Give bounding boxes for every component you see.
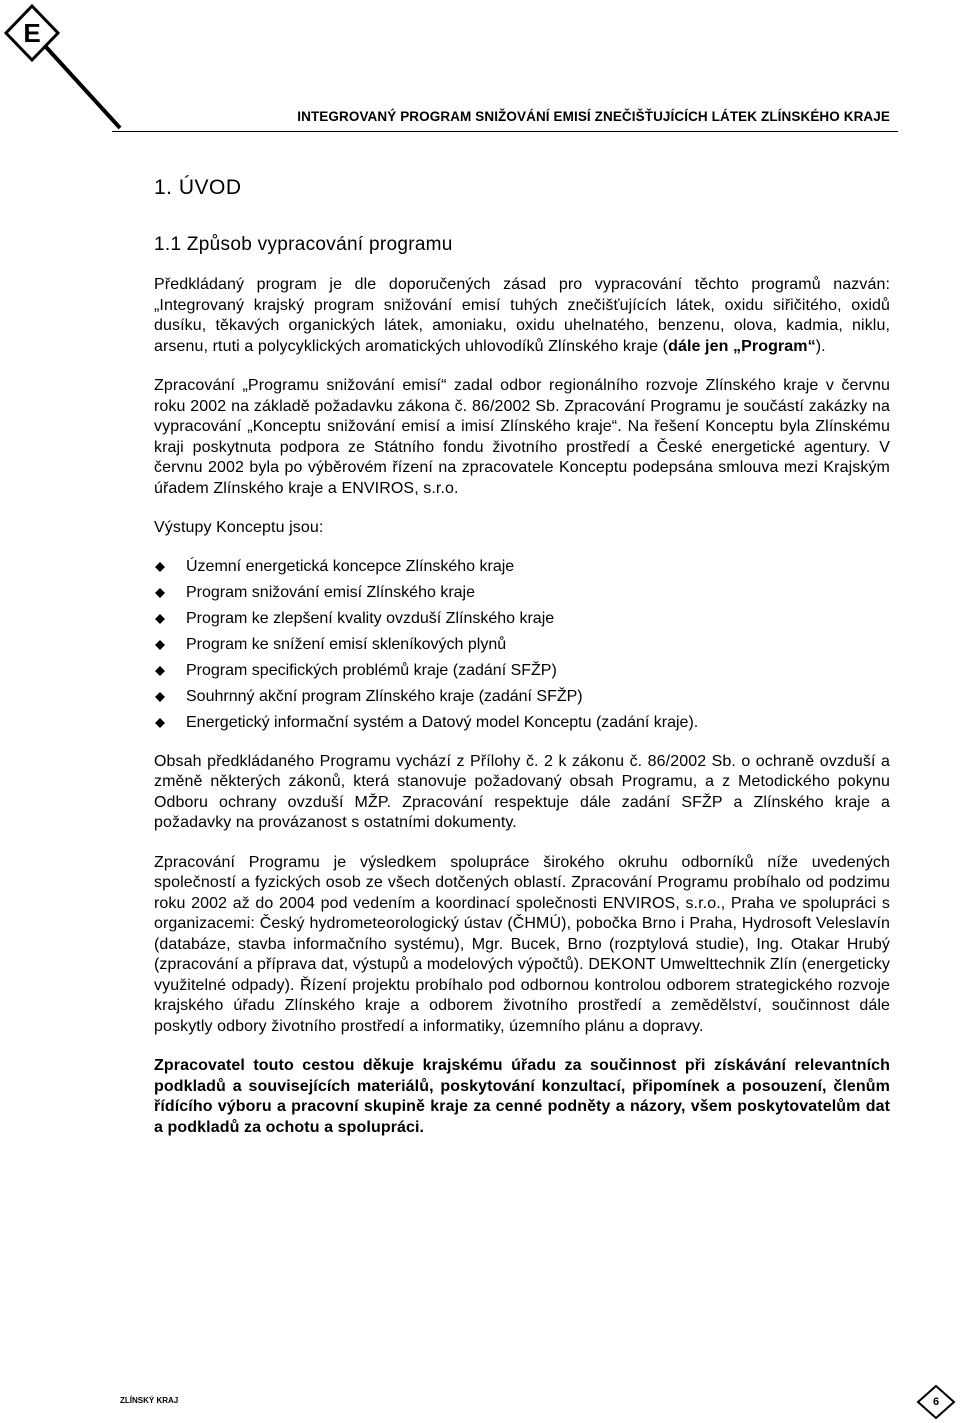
list-item: [154, 661, 890, 681]
header-title: INTEGROVANÝ PROGRAM SNIŽOVÁNÍ EMISÍ ZNEČIŠŤUJÍCÍCH LÁTEK ZLÍNSKÉHO KRAJE: [297, 109, 890, 124]
diamond-bullet-icon: [155, 666, 165, 676]
diamond-bullet-icon: [155, 562, 165, 572]
paragraph-cooperation: Zpracování Programu je výsledkem spolupráce širokého okruhu odborníků níže uvedených společností a fyzických osob ze všech dotčených oblastí. Zpracování Programu probíhalo od podzimu roku 2002 až do 2004 pod vedením a koordinací společnosti ENVIROS, s.r.o., Praha ve spolupráci s organizacemi: Český hydrometeorologický ústav (ČHMÚ), pobočka Brno i Praha, Hydrosoft Veleslavín (databáze, stavba informačního systému), Mgr. Bucek, Brno (rozptylová studie), Ing. Otakar Hrubý (zpracování a příprava dat, výstupů a modelových výpočtů). DEKONT Umwelttechnik Zlín (energeticky využitelné odpady). Řízení projektu probíhalo pod odbornou kontrolou odborem strategického rozvoje krajského úřadu Zlínského kraje a odborem životního prostředí a zemědělství, součinnost dále poskytly odbory životního prostředí a informatiky, územního plánu a dopravy.: [154, 853, 890, 1035]
list-item-label: Program specifických problémů kraje (zadání SFŽP): [186, 661, 557, 679]
diamond-bullet-icon: [155, 614, 165, 624]
list-item-label: Územní energetická koncepce Zlínského kraje: [186, 557, 515, 575]
page-content: [154, 176, 890, 1138]
paragraph-assignment: Zpracování „Programu snižování emisí“ zadal odbor regionálního rozvoje Zlínského kraje v červnu roku 2002 na základě požadavku zákona č. 86/2002 Sb. Zpracování Programu je součástí zakázky na vypracování „Konceptu snižování emisí a imisí Zlínského kraje“. Na řešení Konceptu byla Zlínskému kraji poskytnuta podpora ze Státního fondu životního prostředí a České energetické agentury. V červnu 2002 byla po výběrovém řízení na zpracovatele Konceptu podepsána smlouva mezi Krajským úřadem Zlínského kraje a ENVIROS, s.r.o.: [154, 377, 890, 497]
list-item-label: Program ke snížení emisí skleníkových plynů: [186, 635, 507, 653]
list-item: [154, 635, 890, 655]
paragraph-content-basis: Obsah předkládaného Programu vychází z Přílohy č. 2 k zákonu č. 86/2002 Sb. o ochraně ovzduší a změně některých zákonů, která stanovuje požadovaný obsah Programu, a z Metodického pokynu Odboru ochrany ovzduší MŽP. Zpracování respektuje dále zadání SFŽP a Zlínského kraje a požadavky na provázanost s ostatními dokumenty.: [154, 752, 890, 831]
diamond-bullet-icon: [155, 588, 165, 598]
paragraph-intro: [154, 275, 890, 357]
header-divider: [112, 131, 898, 132]
list-item-label: Program snižování emisí Zlínského kraje: [186, 583, 475, 601]
list-item-label: Souhrnný akční program Zlínského kraje (zadání SFŽP): [186, 687, 583, 705]
outputs-list: [154, 557, 890, 733]
diamond-bullet-icon: [155, 718, 165, 728]
list-item: [154, 609, 890, 629]
diamond-bullet-icon: [155, 640, 165, 650]
list-item: [154, 557, 890, 577]
list-item: [154, 713, 890, 733]
chapter-title: 1. ÚVOD: [154, 176, 242, 199]
paragraph-intro-bold: dále jen „Program“: [668, 337, 816, 355]
logo-letter: E: [23, 18, 41, 48]
page-number: 6: [932, 1396, 940, 1408]
paragraph-intro-text: Předkládaný program je dle doporučených zásad pro vypracování těchto programů nazván: „Integrovaný krajský program snižování emisí tuhých znečišťujících látek, oxidu siřičitého, oxidů dusíku, těkavých organických látek, amoniaku, oxidu uhelnatého, benzenu, olova, kadmia, niklu, arsenu, rtuti a polycyklických aromatických uhlovodíků Zlínského kraje (: [154, 276, 890, 355]
enviros-logo-icon: [0, 0, 175, 140]
footer-region-label: ZLÍNSKÝ KRAJ: [120, 1396, 179, 1405]
list-item: [154, 583, 890, 603]
list-item-label: Energetický informační systém a Datový model Konceptu (zadání kraje).: [186, 713, 699, 731]
diamond-bullet-icon: [155, 692, 165, 702]
paragraph-acknowledgement: Zpracovatel touto cestou děkuje krajskému úřadu za součinnost při získávání relevantních podkladů a souvisejících materiálů, poskytování konzultací, připomínek a posouzení, členům řídícího výboru a pracovní skupině kraje za cenné podněty a názory, všem poskytovatelům dat a podkladů za ochotu a spolupráci.: [154, 1057, 890, 1136]
paragraph-outputs-intro: Výstupy Konceptu jsou:: [154, 519, 324, 536]
list-item-label: Program ke zlepšení kvality ovzduší Zlínského kraje: [186, 609, 555, 627]
list-item: [154, 687, 890, 707]
section-title: 1.1 Způsob vypracování programu: [154, 234, 453, 255]
paragraph-intro-end: ).: [815, 337, 826, 355]
